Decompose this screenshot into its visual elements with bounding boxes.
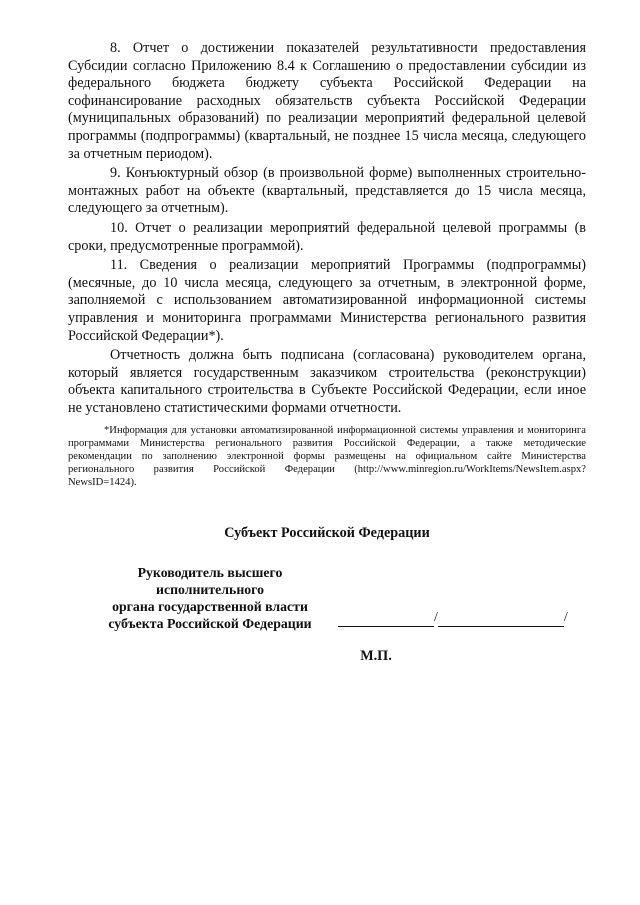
head-title-line: Руководитель высшего	[137, 565, 283, 581]
signature-block	[68, 564, 586, 632]
paragraph-signature-requirement: Отчетность должна быть подписана (согласована) руководителем органа, который является государственным заказчиком строительства (реконструкции) объекта капитального строительства в Субъекте Российской Федерации, если иное не установлено статистическими формами отчетности.	[68, 347, 586, 416]
paragraph-item-11: 11. Сведения о реализации мероприятий Программы (подпрограммы) (месячные, до 10 числа месяца, следующего за отчетным, в электронной форме, заполняемой с использованием автоматизированной информационной системы управления и мониторинга программами Министерства регионального развития Российской Федерации*).	[68, 257, 586, 344]
signature-separator: /	[434, 610, 438, 626]
signature-line	[338, 610, 434, 627]
subject-title: Субъект Российской Федерации	[224, 525, 430, 542]
paragraph-item-10: 10. Отчет о реализации мероприятий федеральной целевой программы (в сроки, предусмотренные программой).	[68, 219, 586, 254]
head-title	[90, 564, 330, 632]
name-line	[438, 610, 564, 627]
document-page	[68, 40, 586, 665]
paragraph-item-9: 9. Конъюктурный обзор (в произвольной форме) выполненных строительно-монтажных работ на объекте (квартальный, представляется до 15 числа месяца, следующего за отчетным).	[68, 165, 586, 217]
stamp-place: М.П.	[360, 648, 392, 665]
signature-separator: /	[563, 610, 568, 626]
footnote: *Информация для установки автоматизированной информационной системы управления и мониторинга программами Министерства регионального развития Российской Федерации, а также методические рекомендации по заполнению электронной формы размещены на официальном сайте Министерства регионального развития Российской Федерации (http://www.minregion.ru/WorkItems/NewsItem.aspx?NewsID=1424).	[68, 425, 586, 488]
head-title-line: исполнительного	[156, 582, 264, 598]
head-title-line: органа государственной власти	[112, 599, 308, 615]
signature-lines	[338, 610, 568, 627]
head-title-line: субъекта Российской Федерации	[108, 616, 312, 632]
paragraph-item-8: 8. Отчет о достижении показателей результативности предоставления Субсидии согласно Приложению 8.4 к Соглашению о предоставлении субсидии из федерального бюджета бюджету субъекта Российской Федерации на софинансирование расходных обязательств субъекта Российской Федерации (муниципальных образований) по реализации мероприятий федеральной целевой программы (подпрограммы) (квартальный, не позднее 15 числа месяца, следующего за отчетным периодом).	[68, 40, 586, 162]
